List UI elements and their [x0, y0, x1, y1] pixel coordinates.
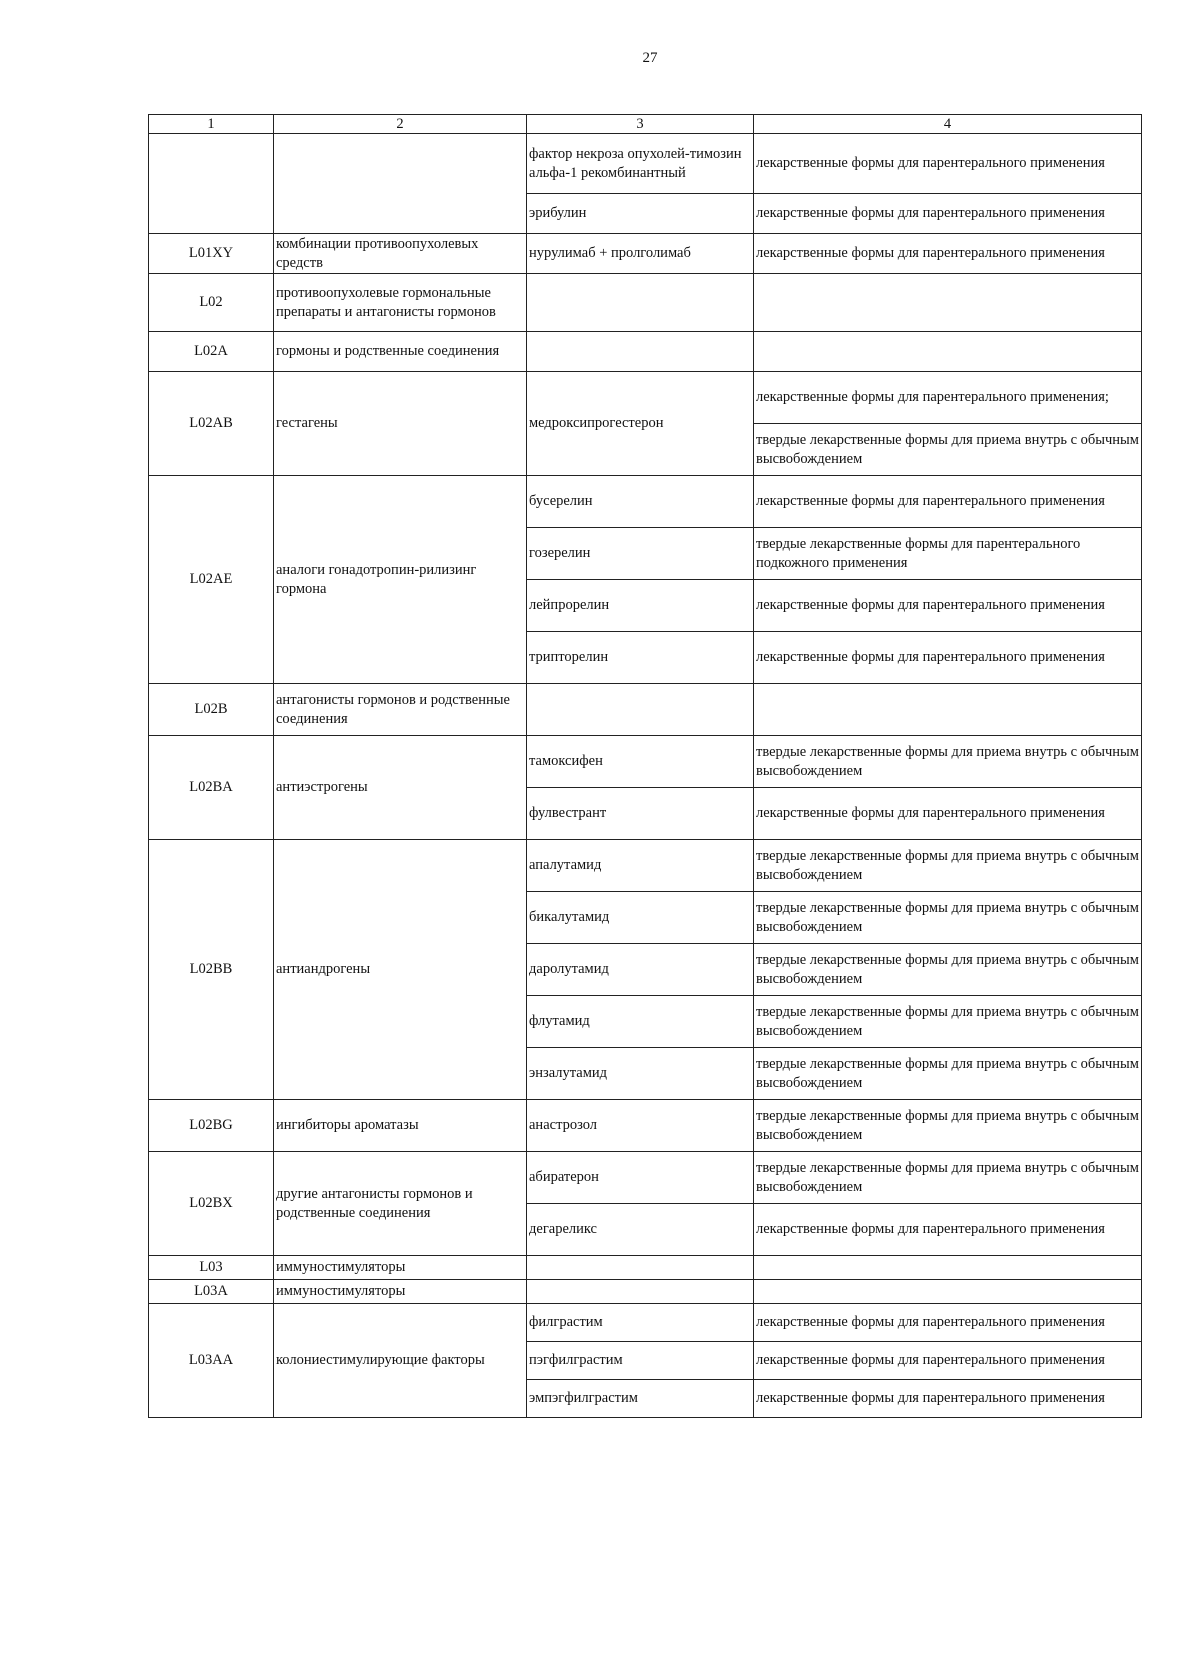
column-header-1: 1	[149, 115, 274, 134]
dosage-form-cell: лекарственные формы для парентерального применения	[754, 580, 1142, 632]
group-name-cell: колониестимулирующие факторы	[274, 1304, 527, 1418]
substance-cell	[527, 274, 754, 332]
substance-cell: эмпэгфилграстим	[527, 1380, 754, 1418]
group-name-cell: гестагены	[274, 372, 527, 476]
substance-cell	[527, 1256, 754, 1280]
page-number: 27	[642, 50, 658, 66]
table-row	[149, 134, 1142, 194]
dosage-form-cell: твердые лекарственные формы для приема внутрь с обычным высвобождением	[754, 944, 1142, 996]
substance-cell: трипторелин	[527, 632, 754, 684]
table-row	[149, 1304, 1142, 1342]
table-row	[149, 234, 1142, 274]
substance-cell: бусерелин	[527, 476, 754, 528]
substance-cell	[527, 332, 754, 372]
group-name-cell: антагонисты гормонов и родственные соединения	[274, 684, 527, 736]
group-name-cell	[274, 134, 527, 234]
substance-cell: медроксипрогестерон	[527, 372, 754, 476]
table-row	[149, 372, 1142, 424]
dosage-form-cell: твердые лекарственные формы для приема внутрь с обычным высвобождением	[754, 1100, 1142, 1152]
substance-cell: флутамид	[527, 996, 754, 1048]
dosage-form-cell: твердые лекарственные формы для приема внутрь с обычным высвобождением	[754, 424, 1142, 476]
atc-code-cell: L02AB	[149, 372, 274, 476]
group-name-cell: антиэстрогены	[274, 736, 527, 840]
dosage-form-cell: лекарственные формы для парентерального применения;	[754, 372, 1142, 424]
dosage-form-cell	[754, 332, 1142, 372]
table-header	[149, 115, 1142, 134]
group-name-cell: аналоги гонадотропин-рилизинг гормона	[274, 476, 527, 684]
atc-code-cell: L01XY	[149, 234, 274, 274]
dosage-form-cell: твердые лекарственные формы для парентерального подкожного применения	[754, 528, 1142, 580]
table-body	[149, 134, 1142, 1418]
substance-cell: лейпрорелин	[527, 580, 754, 632]
table-row	[149, 840, 1142, 892]
substance-cell: апалутамид	[527, 840, 754, 892]
dosage-form-cell: твердые лекарственные формы для приема внутрь с обычным высвобождением	[754, 892, 1142, 944]
substance-cell: энзалутамид	[527, 1048, 754, 1100]
column-header-3: 3	[527, 115, 754, 134]
atc-code-cell: L02BB	[149, 840, 274, 1100]
dosage-form-cell: лекарственные формы для парентерального применения	[754, 476, 1142, 528]
substance-cell: пэгфилграстим	[527, 1342, 754, 1380]
substance-cell	[527, 1280, 754, 1304]
group-name-cell: противоопухолевые гормональные препараты и антагонисты гормонов	[274, 274, 527, 332]
dosage-form-cell: твердые лекарственные формы для приема внутрь с обычным высвобождением	[754, 840, 1142, 892]
substance-cell: дегареликс	[527, 1204, 754, 1256]
atc-code-cell: L02AE	[149, 476, 274, 684]
substance-cell	[527, 684, 754, 736]
substance-cell: анастрозол	[527, 1100, 754, 1152]
group-name-cell: ингибиторы ароматазы	[274, 1100, 527, 1152]
group-name-cell: другие антагонисты гормонов и родственные соединения	[274, 1152, 527, 1256]
atc-code-cell: L02	[149, 274, 274, 332]
atc-code-cell: L03	[149, 1256, 274, 1280]
group-name-cell: антиандрогены	[274, 840, 527, 1100]
dosage-form-cell	[754, 1280, 1142, 1304]
atc-code-cell: L03A	[149, 1280, 274, 1304]
table-row	[149, 1256, 1142, 1280]
atc-code-cell: L02BX	[149, 1152, 274, 1256]
atc-code-cell: L02A	[149, 332, 274, 372]
atc-code-cell: L02BG	[149, 1100, 274, 1152]
substance-cell: фулвестрант	[527, 788, 754, 840]
dosage-form-cell	[754, 684, 1142, 736]
atc-code-cell: L02B	[149, 684, 274, 736]
dosage-form-cell: лекарственные формы для парентерального применения	[754, 134, 1142, 194]
table-row	[149, 736, 1142, 788]
table-row	[149, 684, 1142, 736]
dosage-form-cell: твердые лекарственные формы для приема внутрь с обычным высвобождением	[754, 1048, 1142, 1100]
substance-cell: абиратерон	[527, 1152, 754, 1204]
substance-cell: тамоксифен	[527, 736, 754, 788]
drug-classification-table	[148, 114, 1142, 1418]
dosage-form-cell: лекарственные формы для парентерального применения	[754, 1204, 1142, 1256]
dosage-form-cell: лекарственные формы для парентерального применения	[754, 234, 1142, 274]
dosage-form-cell: твердые лекарственные формы для приема внутрь с обычным высвобождением	[754, 1152, 1142, 1204]
dosage-form-cell: твердые лекарственные формы для приема внутрь с обычным высвобождением	[754, 736, 1142, 788]
dosage-form-cell: лекарственные формы для парентерального применения	[754, 1380, 1142, 1418]
group-name-cell: иммуностимуляторы	[274, 1256, 527, 1280]
substance-cell: даролутамид	[527, 944, 754, 996]
column-header-4: 4	[754, 115, 1142, 134]
dosage-form-cell: лекарственные формы для парентерального применения	[754, 1342, 1142, 1380]
dosage-form-cell	[754, 1256, 1142, 1280]
table-row	[149, 1100, 1142, 1152]
dosage-form-cell: лекарственные формы для парентерального применения	[754, 194, 1142, 234]
table-row	[149, 332, 1142, 372]
group-name-cell: комбинации противоопухолевых средств	[274, 234, 527, 274]
substance-cell: фактор некроза опухолей-тимозин альфа-1 рекомбинантный	[527, 134, 754, 194]
atc-code-cell: L03AA	[149, 1304, 274, 1418]
table-row	[149, 274, 1142, 332]
dosage-form-cell: лекарственные формы для парентерального применения	[754, 1304, 1142, 1342]
substance-cell: эрибулин	[527, 194, 754, 234]
group-name-cell: гормоны и родственные соединения	[274, 332, 527, 372]
atc-code-cell: L02BA	[149, 736, 274, 840]
column-header-2: 2	[274, 115, 527, 134]
table-row	[149, 1280, 1142, 1304]
dosage-form-cell: лекарственные формы для парентерального применения	[754, 632, 1142, 684]
table-row	[149, 476, 1142, 528]
substance-cell: гозерелин	[527, 528, 754, 580]
substance-cell: нурулимаб + пролголимаб	[527, 234, 754, 274]
group-name-cell: иммуностимуляторы	[274, 1280, 527, 1304]
substance-cell: бикалутамид	[527, 892, 754, 944]
atc-code-cell	[149, 134, 274, 234]
header-row	[149, 115, 1142, 134]
dosage-form-cell: твердые лекарственные формы для приема внутрь с обычным высвобождением	[754, 996, 1142, 1048]
substance-cell: филграстим	[527, 1304, 754, 1342]
table-row	[149, 1152, 1142, 1204]
dosage-form-cell	[754, 274, 1142, 332]
dosage-form-cell: лекарственные формы для парентерального применения	[754, 788, 1142, 840]
